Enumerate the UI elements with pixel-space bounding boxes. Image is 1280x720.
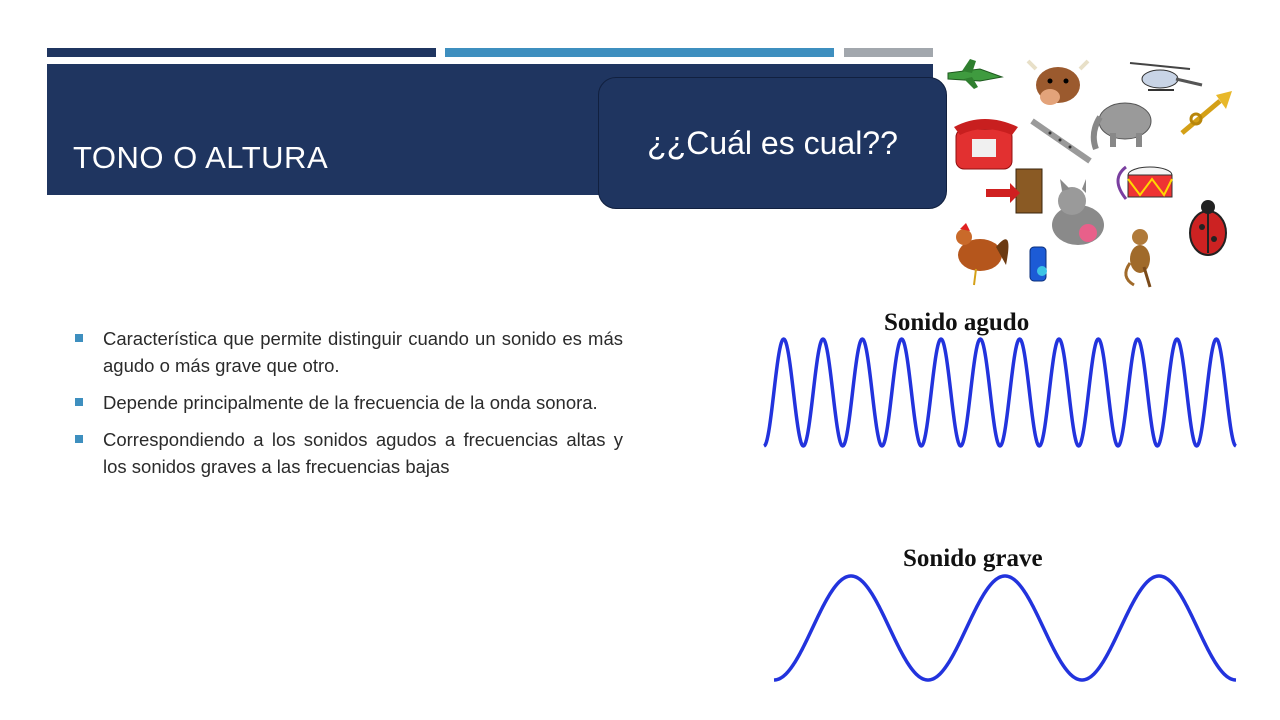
slide-title: TONO O ALTURA bbox=[73, 140, 329, 175]
accent-bar-dark bbox=[47, 48, 436, 57]
telephone-icon bbox=[954, 119, 1018, 169]
high-pitch-wave-path bbox=[764, 339, 1236, 446]
bullet-square-icon bbox=[75, 334, 83, 342]
label-sonido-agudo: Sonido agudo bbox=[884, 309, 1030, 336]
door-icon bbox=[986, 169, 1042, 213]
bullet-item bbox=[75, 325, 623, 379]
bullet-square-icon bbox=[75, 435, 83, 443]
bullet-list bbox=[75, 325, 623, 490]
flute-icon bbox=[1032, 121, 1090, 161]
bullet-square-icon bbox=[75, 398, 83, 406]
bullet-text: Característica que permite distinguir cuando un sonido es más agudo o más grave que otro. bbox=[103, 328, 623, 376]
cat-icon bbox=[1052, 179, 1104, 245]
cow-icon bbox=[1028, 61, 1088, 105]
elephant-icon bbox=[1094, 103, 1151, 149]
low-pitch-waveform bbox=[770, 572, 1240, 684]
accent-bar-blue bbox=[445, 48, 834, 57]
rooster-icon bbox=[956, 223, 1008, 285]
bullet-text: Depende principalmente de la frecuencia de la onda sonora. bbox=[103, 392, 598, 413]
question-callout[interactable] bbox=[598, 77, 947, 209]
jet-plane-icon bbox=[948, 59, 1002, 89]
accent-bar-gray bbox=[844, 48, 933, 57]
monkey-icon bbox=[1126, 229, 1150, 287]
bullet-item bbox=[75, 389, 623, 416]
helicopter-icon bbox=[1130, 63, 1202, 90]
squeeze-bottle-icon bbox=[1030, 247, 1047, 281]
sound-sources-clipart bbox=[940, 55, 1240, 295]
trumpet-icon bbox=[1182, 91, 1232, 133]
bullet-text: Correspondiendo a los sonidos agudos a frecuencias altas y los sonidos graves a las frecuencias bajas bbox=[103, 429, 623, 477]
callout-text: ¿¿Cuál es cual?? bbox=[647, 124, 898, 161]
beetle-icon bbox=[1190, 200, 1226, 255]
drum-icon bbox=[1118, 167, 1172, 199]
label-sonido-grave: Sonido grave bbox=[903, 545, 1043, 572]
high-pitch-waveform bbox=[760, 335, 1240, 450]
low-pitch-wave-path bbox=[774, 576, 1236, 680]
bullet-item bbox=[75, 426, 623, 480]
